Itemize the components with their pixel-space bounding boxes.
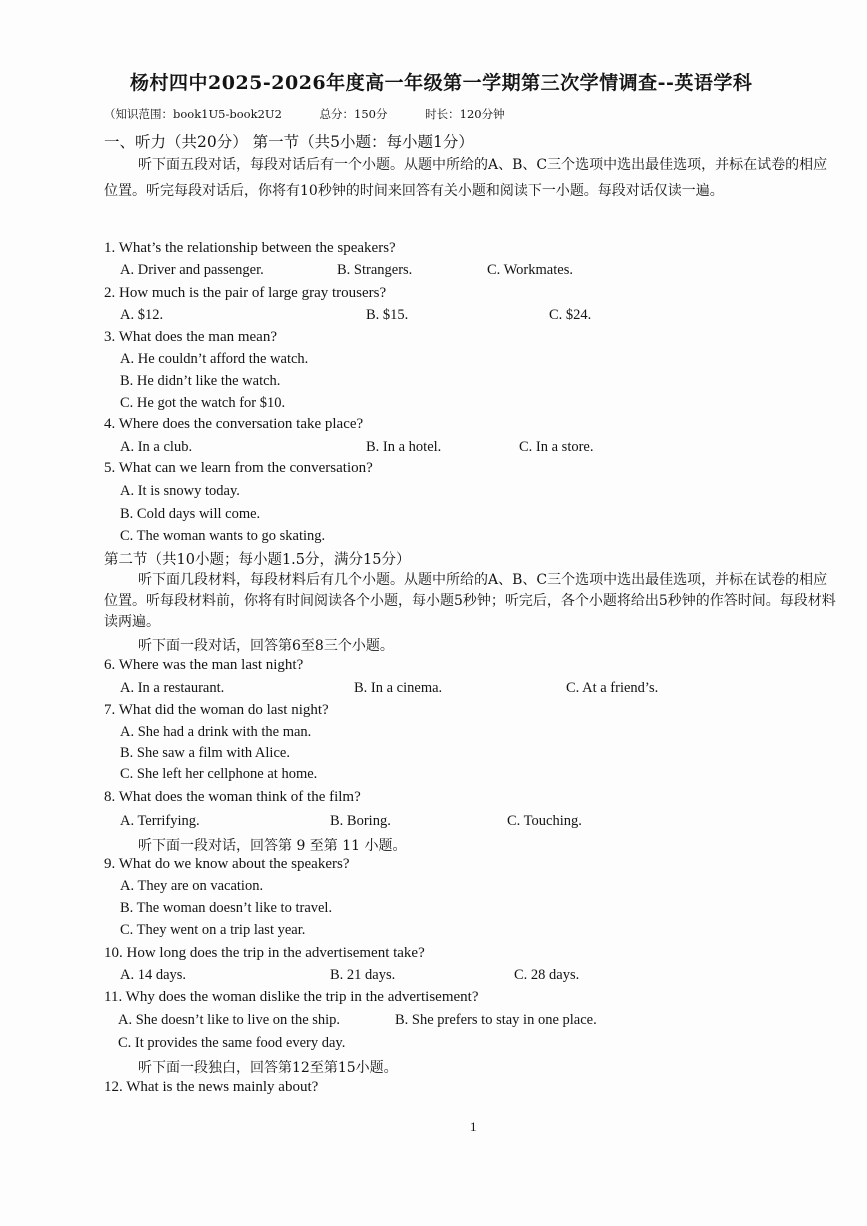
option-c: C. $24.: [549, 307, 592, 323]
option-b: B. Strangers.: [337, 262, 413, 278]
option-c: C. In a store.: [519, 439, 594, 455]
option-c: C. The woman wants to go skating.: [120, 528, 326, 544]
question-stem: 2. How much is the pair of large gray trousers?: [104, 285, 387, 301]
option-c: C. It provides the same food every day.: [118, 1035, 346, 1051]
page-title: 杨村四中2025-2026年度高一年级第一学期第三次学情调查--英语学科: [130, 72, 753, 94]
duration: 时长：120分钟: [425, 107, 505, 121]
option-b: B. $15.: [366, 307, 409, 323]
scope-label: （知识范围：book1U5-book2U2: [104, 107, 282, 121]
option-a: A. In a club.: [120, 439, 193, 455]
option-a: A. 14 days.: [120, 967, 187, 983]
option-c: C. He got the watch for $10.: [120, 395, 286, 411]
option-a: A. She had a drink with the man.: [120, 724, 312, 740]
question-stem: 11. Why does the woman dislike the trip in the advertisement?: [104, 989, 479, 1005]
option-b: B. She prefers to stay in one place.: [395, 1012, 597, 1028]
section2-instructions: 听下面几段材料，每段材料后有几个小题。从题中所给的A、B、C三个选项中选出最佳选项，并标在试卷的相应位置。听每段材料前，你将有时间阅读各个小题，每小题5秒钟；听完后，各个小题将给出5秒钟的作答时间。每段材料读两遍。: [104, 572, 836, 630]
option-c: C. 28 days.: [514, 967, 580, 983]
option-b: B. He didn’t like the watch.: [120, 373, 281, 389]
question-stem: 8. What does the woman think of the film?: [104, 789, 361, 805]
option-a: A. They are on vacation.: [120, 878, 264, 894]
option-b: B. Boring.: [330, 813, 391, 829]
option-b: B. In a cinema.: [354, 680, 443, 696]
listening-note: 听下面一段独白，回答第12至第15小题。: [138, 1060, 398, 1076]
option-a: A. In a restaurant.: [120, 680, 225, 696]
option-c: C. She left her cellphone at home.: [120, 766, 318, 782]
option-a: A. He couldn’t afford the watch.: [120, 351, 309, 367]
option-a: A. $12.: [120, 307, 164, 323]
section1-instructions: 听下面五段对话，每段对话后有一个小题。从题中所给的A、B、C三个选项中选出最佳选项，并标在试卷的相应位置。听完每段对话后，你将有10秒钟的时间来回答有关小题和阅读下一小题。每段对话仅读一遍。: [104, 157, 828, 199]
question-stem: 1. What’s the relationship between the speakers?: [104, 240, 396, 256]
question-stem: 12. What is the news mainly about?: [104, 1079, 319, 1095]
option-b: B. 21 days.: [330, 967, 396, 983]
question-stem: 6. Where was the man last night?: [104, 657, 304, 673]
question-stem: 4. Where does the conversation take place?: [104, 416, 364, 432]
page-number: 1: [470, 1119, 477, 1134]
total-score: 总分：150分: [319, 107, 388, 121]
option-c: C. Workmates.: [487, 262, 573, 278]
option-a: A. She doesn’t like to live on the ship.: [118, 1012, 341, 1028]
option-b: B. She saw a film with Alice.: [120, 745, 290, 761]
option-a: A. Driver and passenger.: [120, 262, 264, 278]
option-a: A. It is snowy today.: [120, 483, 240, 499]
option-c: C. They went on a trip last year.: [120, 922, 306, 938]
question-stem: 10. How long does the trip in the advertisement take?: [104, 945, 425, 961]
question-stem: 9. What do we know about the speakers?: [104, 856, 350, 872]
option-c: C. Touching.: [507, 813, 582, 829]
question-stem: 3. What does the man mean?: [104, 329, 277, 345]
option-b: B. Cold days will come.: [120, 506, 261, 522]
option-b: B. In a hotel.: [366, 439, 442, 455]
exam-meta: [104, 106, 539, 122]
question-stem: 5. What can we learn from the conversation?: [104, 460, 373, 476]
question-stem: 7. What did the woman do last night?: [104, 702, 329, 718]
listening-note: 听下面一段对话，回答第 9 至第 11 小题。: [138, 838, 407, 854]
option-a: A. Terrifying.: [120, 813, 200, 829]
listening-note: 听下面一段对话，回答第6至8三个小题。: [138, 638, 394, 654]
option-b: B. The woman doesn’t like to travel.: [120, 900, 333, 916]
section1-heading: 一、听力（共20分） 第一节（共5小题：每小题1分）: [104, 133, 474, 151]
section2-heading: 第二节（共10小题；每小题1.5分，满分15分）: [104, 552, 411, 568]
option-c: C. At a friend’s.: [566, 680, 659, 696]
